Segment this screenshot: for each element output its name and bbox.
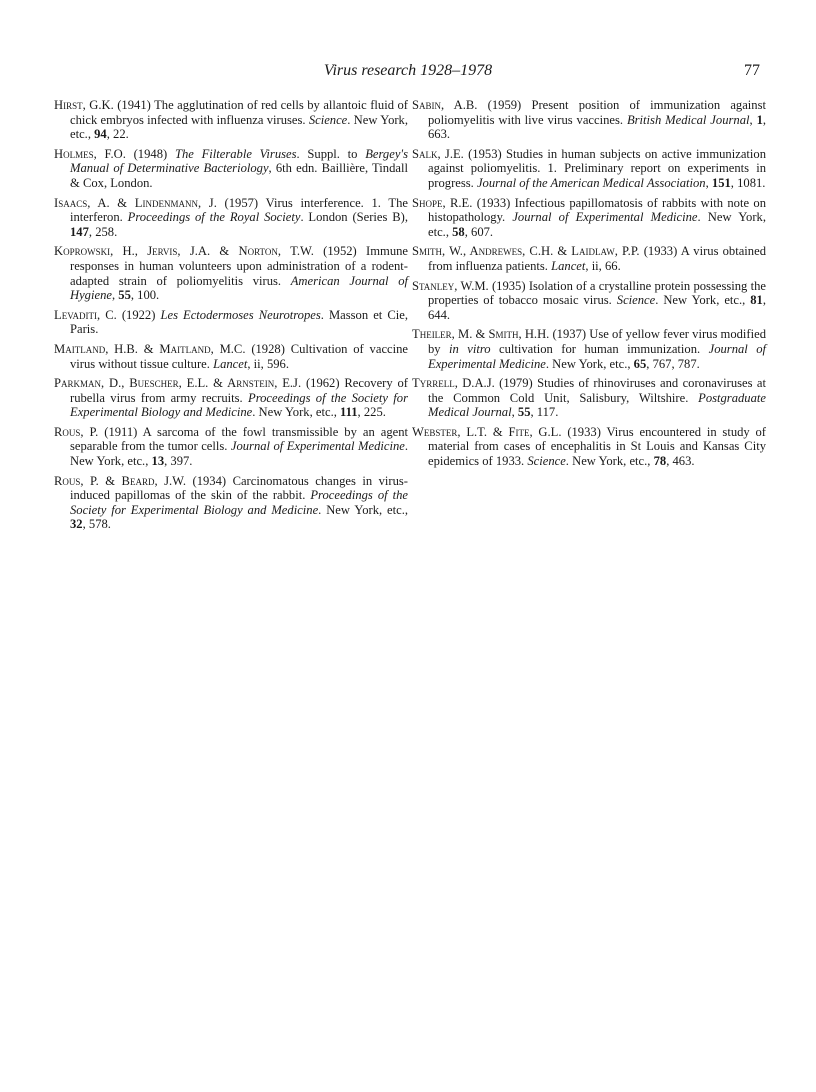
page-number: 77	[744, 62, 760, 79]
reference-entry: Salk, J.E. (1953) Studies in human subjects on active immunization against poliomyelitis. 1. Preliminary report on experiments in progress. Journal of the American Medical Association, 151, 1081.	[412, 146, 766, 190]
reference-entry: Koprowski, H., Jervis, J.A. & Norton, T.W. (1952) Immune responses in human volunteers upon administration of a rodent-adapted strain of poliomyelitis virus. American Journal of Hygiene, 55, 100.	[54, 244, 409, 303]
running-header	[0, 62, 816, 84]
reference-entry: Tyrrell, D.A.J. (1979) Studies of rhinoviruses and coronaviruses at the Common Cold Unit, Salisbury, Wiltshire. Postgraduate Medical Journal, 55, 117.	[412, 376, 766, 420]
reference-entry: Rous, P. & Beard, J.W. (1934) Carcinomatous changes in virus-induced papillomas of the skin of the rabbit. Proceedings of the Society for Experimental Biology and Medicine. New York, etc., 32, 578.	[54, 473, 408, 532]
reference-entry: Smith, W., Andrewes, C.H. & Laidlaw, P.P. (1933) A virus obtained from influenza patients. Lancet, ii, 66.	[412, 244, 766, 273]
reference-entry: Levaditi, C. (1922) Les Ectodermoses Neurotropes. Masson et Cie, Paris.	[54, 307, 408, 337]
reference-entry: Parkman, D., Buescher, E.L. & Arnstein, E.J. (1962) Recovery of rubella virus from army recruits. Proceedings of the Society for Experimental Biology and Medicine. New York, etc., 111, 225.	[54, 376, 408, 420]
reference-entry: Shope, R.E. (1933) Infectious papillomatosis of rabbits with note on histopathology. Journal of Experimental Medicine. New York, etc., 58, 607.	[412, 195, 766, 239]
running-title: Virus research 1928–1978	[323, 62, 493, 79]
reference-entry: Stanley, W.M. (1935) Isolation of a crystalline protein possessing the properties of tobacco mosaic virus. Science. New York, etc., 81, 644.	[412, 278, 767, 322]
reference-entry: Webster, L.T. & Fite, G.L. (1933) Virus encountered in study of material from cases of encephalitis in St Louis and Kansas City epidemics of 1933. Science. New York, etc., 78, 463.	[412, 424, 767, 469]
reference-column-right	[412, 98, 766, 474]
reference-entry: Theiler, M. & Smith, H.H. (1937) Use of yellow fever virus modified by in vitro cultivation for human immunization. Journal of Experimental Medicine. New York, etc., 65, 767, 787.	[412, 327, 767, 371]
reference-entry: Isaacs, A. & Lindenmann, J. (1957) Virus interference. 1. The interferon. Proceedings of the Royal Society. London (Series B), 147, 258.	[54, 195, 409, 239]
reference-entry: Sabin, A.B. (1959) Present position of immunization against poliomyelitis with live virus vaccines. British Medical Journal, 1, 663.	[412, 98, 767, 142]
reference-entry: Maitland, H.B. & Maitland, M.C. (1928) Cultivation of vaccine virus without tissue culture. Lancet, ii, 596.	[54, 341, 409, 371]
reference-entry: Rous, P. (1911) A sarcoma of the fowl transmissible by an agent separable from the tumor cells. Journal of Experimental Medicine. New York, etc., 13, 397.	[54, 424, 409, 469]
reference-entry: Holmes, F.O. (1948) The Filterable Viruses. Suppl. to Bergey's Manual of Determinative Bacteriology, 6th edn. Baillière, Tindall & Cox, London.	[54, 146, 409, 190]
reference-column-left	[54, 98, 408, 537]
reference-entry: Hirst, G.K. (1941) The agglutination of red cells by allantoic fluid of chick embryos infected with influenza viruses. Science. New York, etc., 94, 22.	[54, 98, 409, 142]
